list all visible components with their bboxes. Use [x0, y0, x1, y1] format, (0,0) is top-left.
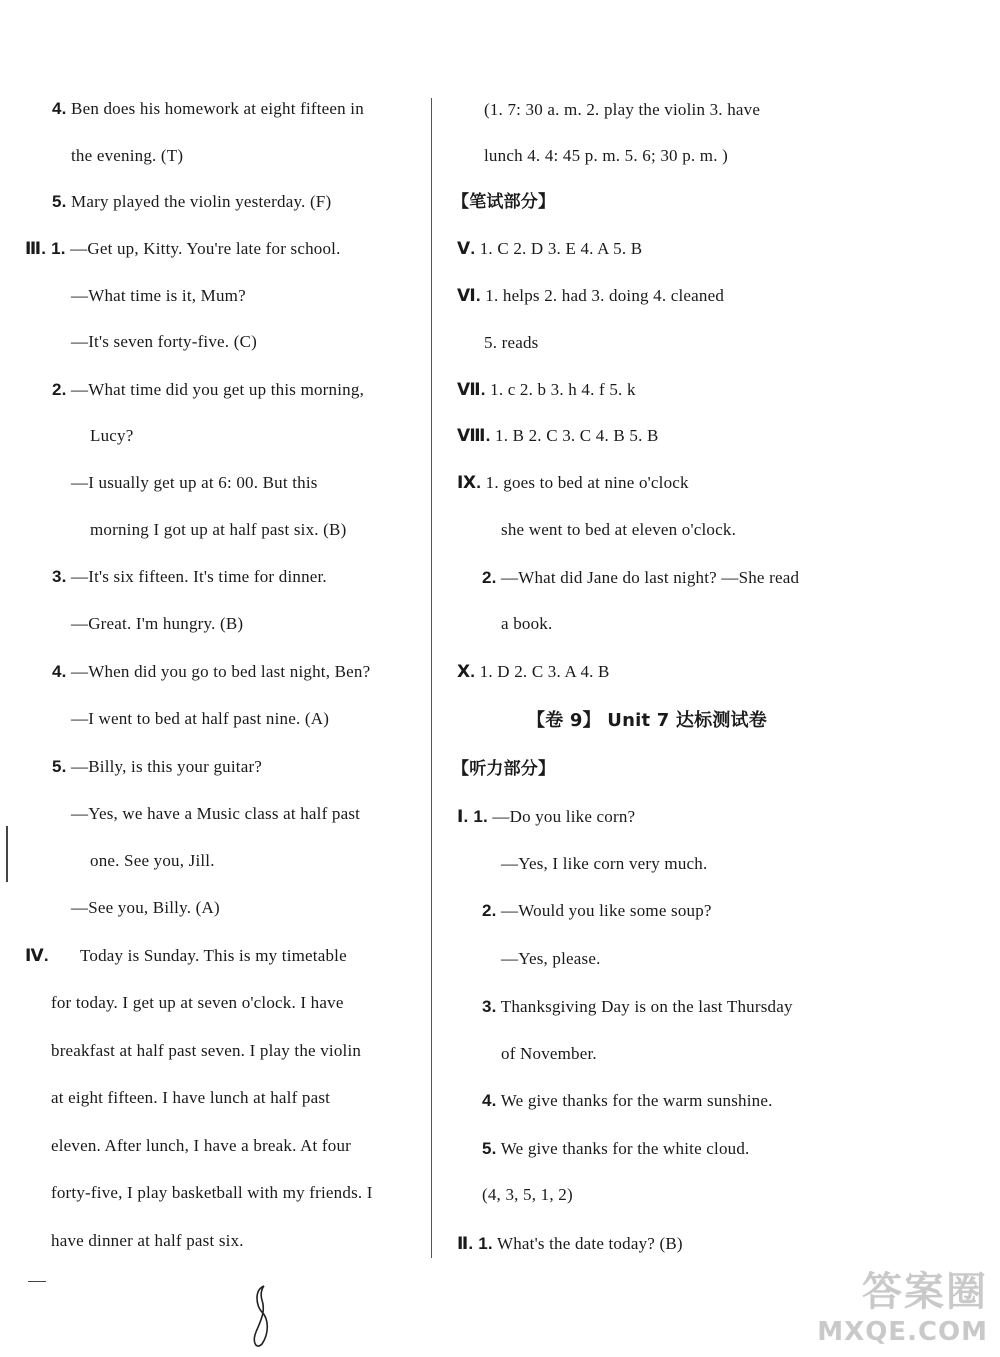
- scan-mark-left-edge: [6, 826, 8, 882]
- answer-line: the evening. (T): [71, 146, 184, 165]
- dialogue-line: —See you, Billy. (A): [71, 898, 220, 917]
- dialogue-line: —Great. I'm hungry. (B): [71, 614, 244, 633]
- answer-line: a book.: [501, 614, 553, 633]
- passage-line: at eight fifteen. I have lunch at half past: [51, 1088, 331, 1107]
- dialogue-line: one. See you, Jill.: [90, 851, 215, 870]
- answer-line: 4. Ben does his homework at eight fifteen in: [52, 99, 364, 118]
- scan-mark-bottom-left: [28, 1281, 46, 1282]
- answer-line: Ⅷ. 1. B 2. C 3. C 4. B 5. B: [457, 426, 659, 445]
- answer-line: Ⅴ. 1. C 2. D 3. E 4. A 5. B: [457, 239, 643, 258]
- dialogue-line: 2. —Would you like some soup?: [482, 901, 712, 920]
- dialogue-line: —I went to bed at half past nine. (A): [71, 709, 330, 728]
- section-heading-listening: 【听力部分】: [452, 759, 556, 779]
- answer-line: 5. reads: [484, 333, 539, 352]
- answer-line: (1. 7: 30 a. m. 2. play the violin 3. have: [484, 100, 761, 119]
- dialogue-line: —It's seven forty-five. (C): [71, 332, 257, 351]
- dialogue-line: 3. —It's six fifteen. It's time for dinner.: [52, 567, 327, 586]
- dialogue-line: —What time is it, Mum?: [71, 286, 246, 305]
- answer-line: of November.: [501, 1044, 597, 1063]
- dialogue-line: —Yes, we have a Music class at half past: [71, 804, 361, 823]
- answer-line: 5. We give thanks for the white cloud.: [482, 1139, 750, 1158]
- dialogue-line: Ⅰ. 1. —Do you like corn?: [457, 807, 636, 826]
- answer-line: 2. —What did Jane do last night? —She read: [482, 568, 800, 587]
- handwritten-page-number: [248, 1282, 274, 1357]
- dialogue-line: 5. —Billy, is this your guitar?: [52, 757, 263, 776]
- dialogue-line: Lucy?: [90, 426, 134, 445]
- answer-line: 4. We give thanks for the warm sunshine.: [482, 1091, 773, 1110]
- section-IV-line: Ⅳ. Today is Sunday. This is my timetable: [25, 946, 347, 965]
- section-III-line: Ⅲ. 1. —Get up, Kitty. You're late for school.: [25, 239, 341, 258]
- answer-line: 5. Mary played the violin yesterday. (F): [52, 192, 332, 211]
- dialogue-line: —Yes, I like corn very much.: [501, 854, 708, 873]
- answer-line: she went to bed at eleven o'clock.: [501, 520, 737, 539]
- passage-line: eleven. After lunch, I have a break. At four: [51, 1136, 352, 1155]
- answer-line: Ⅸ. 1. goes to bed at nine o'clock: [457, 473, 689, 492]
- answer-line: (4, 3, 5, 1, 2): [482, 1185, 573, 1204]
- dialogue-line: 4. —When did you go to bed last night, Ben?: [52, 662, 371, 681]
- column-divider: [431, 98, 432, 1258]
- passage-line: forty-five, I play basketball with my friends. I: [51, 1183, 373, 1202]
- dialogue-line: morning I got up at half past six. (B): [90, 520, 347, 539]
- watermark-logo: 答案圈 MXQE.COM: [817, 1269, 988, 1347]
- test-title: 【卷 9】 Unit 7 达标测试卷: [527, 710, 767, 731]
- answer-line: Ⅶ. 1. c 2. b 3. h 4. f 5. k: [457, 380, 636, 399]
- answer-line: Ⅱ. 1. What's the date today? (B): [457, 1234, 683, 1253]
- answer-line: Ⅵ. 1. helps 2. had 3. doing 4. cleaned: [457, 286, 725, 305]
- passage-line: for today. I get up at seven o'clock. I have: [51, 993, 344, 1012]
- answer-line: 3. Thanksgiving Day is on the last Thursday: [482, 997, 793, 1016]
- answer-line: lunch 4. 4: 45 p. m. 5. 6; 30 p. m. ): [484, 146, 728, 165]
- dialogue-line: 2. —What time did you get up this morning,: [52, 380, 365, 399]
- passage-line: breakfast at half past seven. I play the violin: [51, 1041, 362, 1060]
- passage-line: have dinner at half past six.: [51, 1231, 244, 1250]
- dialogue-line: —Yes, please.: [501, 949, 601, 968]
- dialogue-line: —I usually get up at 6: 00. But this: [71, 473, 318, 492]
- answer-line: Ⅹ. 1. D 2. C 3. A 4. B: [457, 662, 610, 681]
- section-heading-written: 【笔试部分】: [452, 192, 556, 212]
